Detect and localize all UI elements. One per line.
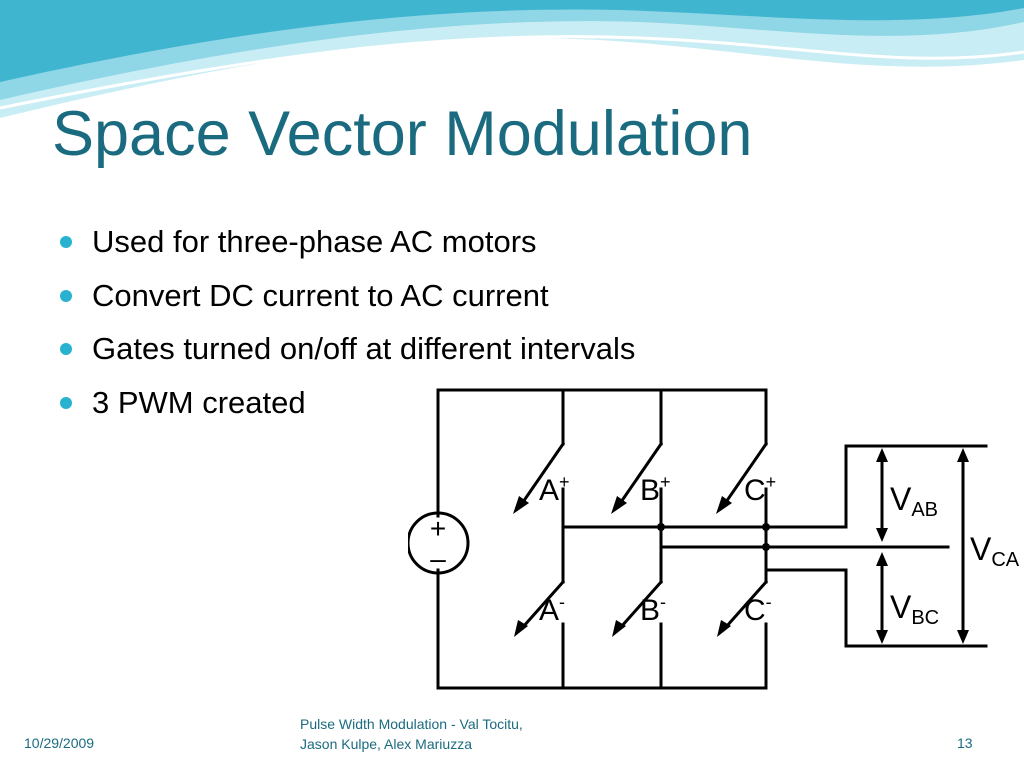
arrowhead-icon	[876, 528, 888, 542]
slide-title: Space Vector Modulation	[52, 99, 753, 169]
arrowhead-icon	[957, 630, 969, 644]
bullet-text: Used for three-phase AC motors	[92, 224, 537, 259]
switch-label-b-minus: B-	[640, 592, 667, 627]
vab-label: VAB	[890, 481, 939, 521]
switch-label-c-minus: C-	[744, 592, 772, 627]
bullet-dot-icon	[60, 290, 72, 302]
bullet-text: 3 PWM created	[92, 384, 306, 420]
footer-credits-line: Pulse Width Modulation - Val Tocitu,	[300, 716, 523, 732]
dc-bus-wire	[438, 390, 766, 688]
inverter-circuit-diagram	[408, 384, 1024, 694]
arrowhead-icon	[957, 448, 969, 462]
junction-dot-icon	[762, 523, 770, 531]
arrowhead-icon	[876, 630, 888, 644]
vbc-label: VBC	[890, 589, 940, 629]
bullet-text: Gates turned on/off at different intervals	[92, 331, 636, 366]
junction-dot-icon	[657, 523, 665, 531]
output-c-wire	[766, 570, 986, 646]
bullet-dot-icon	[60, 236, 72, 248]
page-number: 13	[957, 735, 973, 751]
arrowhead-icon	[876, 552, 888, 566]
bullet-dot-icon	[60, 397, 72, 409]
bullet-text: Convert DC current to AC current	[92, 277, 549, 313]
junction-dot-icon	[762, 543, 770, 551]
switch-label-b-plus: B+	[640, 472, 671, 507]
source-plus-label: +	[429, 513, 447, 544]
footer-credits	[300, 714, 523, 754]
bullet-dot-icon	[60, 343, 72, 355]
switch-label-a-plus: A+	[539, 472, 570, 507]
arrowhead-icon	[876, 448, 888, 462]
footer-credits-line: Jason Kulpe, Alex Mariuzza	[300, 736, 472, 752]
switch-label-c-plus: C+	[744, 472, 777, 507]
footer-date: 10/29/2009	[24, 735, 95, 751]
vca-label: VCA	[970, 531, 1020, 571]
source-minus-label: –	[430, 543, 446, 574]
switch-label-a-minus: A-	[539, 592, 566, 627]
